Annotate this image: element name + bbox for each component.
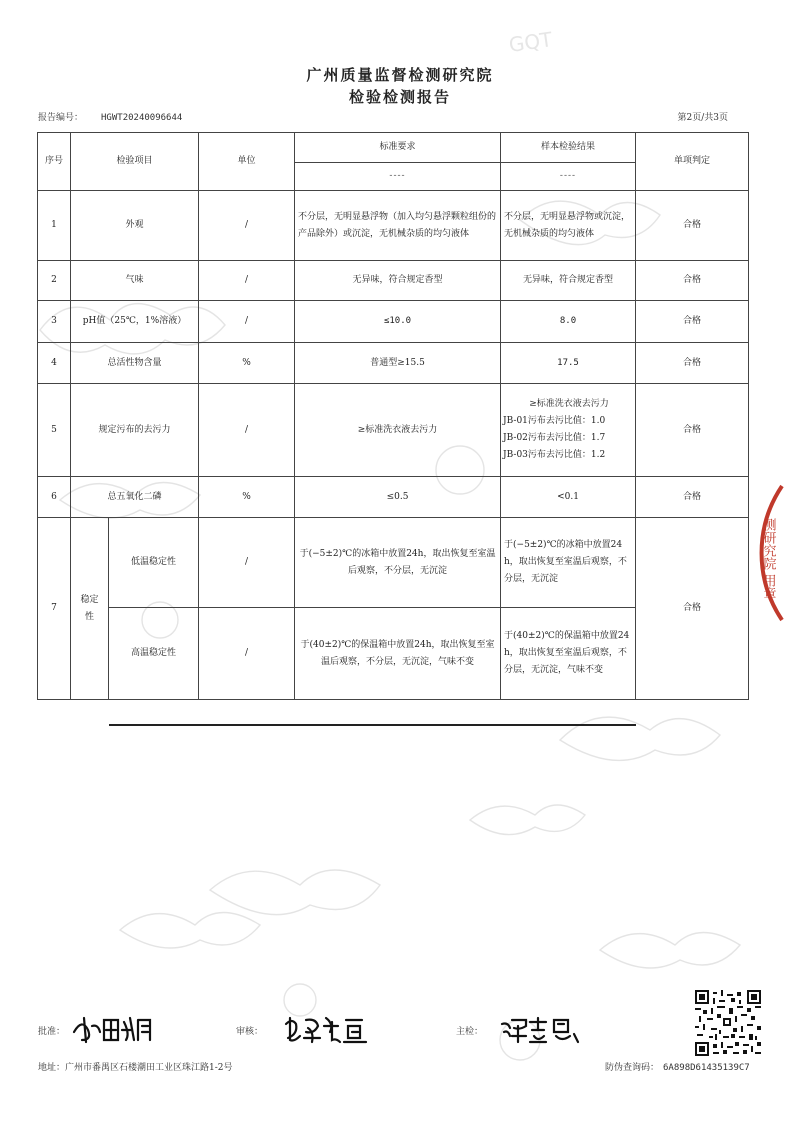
standard-sub: ---- xyxy=(295,163,501,191)
row-group: 稳定性 xyxy=(71,518,109,700)
result-line: ≥标准洗衣液去污力 xyxy=(529,399,609,409)
header-unit: 单位 xyxy=(199,133,295,191)
table-header-row xyxy=(38,133,749,163)
row-subitem: 低温稳定性 xyxy=(109,518,199,608)
row-standard: 无异味，符合规定香型 xyxy=(295,261,501,301)
approve-label: 批准： xyxy=(38,1027,66,1037)
row-unit: / xyxy=(199,261,295,301)
report-number-label: 报告编号： xyxy=(38,113,84,123)
row-item: 气味 xyxy=(71,261,199,301)
row-no: 4 xyxy=(38,343,71,384)
result-sub: ---- xyxy=(501,163,636,191)
table-row xyxy=(38,191,749,261)
document-title: 检验检测报告 xyxy=(348,88,451,106)
table-row xyxy=(38,518,749,608)
row-judgement: 合格 xyxy=(636,518,749,700)
row-item: 总五氧化二磷 xyxy=(71,477,199,518)
table-row xyxy=(38,261,749,301)
row-judgement: 合格 xyxy=(636,477,749,518)
review-label: 审核： xyxy=(236,1027,264,1037)
table-row xyxy=(38,384,749,477)
row-no: 6 xyxy=(38,477,71,518)
table-row xyxy=(38,301,749,343)
row-no: 1 xyxy=(38,191,71,261)
row-result: 8.0 xyxy=(501,301,636,343)
row-unit: % xyxy=(199,343,295,384)
header-standard: 标准要求 xyxy=(295,133,501,163)
table-end-rule xyxy=(109,724,636,726)
row-standard: ≤0.5 xyxy=(295,477,501,518)
row-judgement: 合格 xyxy=(636,343,749,384)
table-row xyxy=(38,477,749,518)
inspection-table xyxy=(37,132,749,700)
row-judgement: 合格 xyxy=(636,384,749,477)
anti-fake-code xyxy=(605,1060,750,1073)
header-result: 样本检验结果 xyxy=(501,133,636,163)
row-result xyxy=(501,384,636,477)
row-result: 于(−5±2)℃的冰箱中放置24h，取出恢复至室温后观察，不分层，无沉淀 xyxy=(501,518,636,608)
row-standard: 普通型≥15.5 xyxy=(295,343,501,384)
table-row xyxy=(38,343,749,384)
row-item: 外观 xyxy=(71,191,199,261)
row-result: 不分层，无明显悬浮物或沉淀，无机械杂质的均匀液体 xyxy=(501,191,636,261)
seal-text: 测研究院 用章 xyxy=(760,518,776,601)
qr-code-icon xyxy=(695,990,761,1056)
row-judgement: 合格 xyxy=(636,301,749,343)
row-unit: / xyxy=(199,608,295,700)
row-standard: ≥标准洗衣液去污力 xyxy=(295,384,501,477)
row-item: pH值（25℃，1%溶液） xyxy=(71,301,199,343)
row-unit: / xyxy=(199,191,295,261)
row-item: 总活性物含量 xyxy=(71,343,199,384)
row-result: 无异味，符合规定香型 xyxy=(501,261,636,301)
row-item: 规定污布的去污力 xyxy=(71,384,199,477)
report-number xyxy=(38,110,182,123)
row-unit: / xyxy=(199,518,295,608)
inspector-signature xyxy=(498,1014,582,1046)
row-standard: 不分层，无明显悬浮物（加入均匀悬浮颗粒组份的产品除外）或沉淀，无机械杂质的均匀液体 xyxy=(295,191,501,261)
row-no: 2 xyxy=(38,261,71,301)
row-no: 3 xyxy=(38,301,71,343)
header-judgement: 单项判定 xyxy=(636,133,749,191)
page-info: 第2页/共3页 xyxy=(677,113,728,123)
row-result: 17.5 xyxy=(501,343,636,384)
row-subitem: 高温稳定性 xyxy=(109,608,199,700)
result-line: JB-02污布去污比值：1.7 xyxy=(503,433,606,443)
row-unit: / xyxy=(199,384,295,477)
official-seal xyxy=(752,478,800,628)
watermark-text: GQT xyxy=(507,27,554,57)
row-unit: % xyxy=(199,477,295,518)
verify-label: 防伪查询码： xyxy=(605,1063,660,1073)
reviewer-signature xyxy=(282,1012,372,1046)
address-label: 地址： xyxy=(38,1063,66,1073)
row-result: 于(40±2)℃的保温箱中放置24h，取出恢复至室温后观察，不分层，无沉淀，气味不变 xyxy=(501,608,636,700)
header-item: 检验项目 xyxy=(71,133,199,191)
approver-signature xyxy=(70,1012,154,1046)
institute-name: 广州质量监督检测研究院 xyxy=(306,66,494,84)
row-unit: / xyxy=(199,301,295,343)
verify-code: 6A898D61435139C7 xyxy=(663,1063,750,1073)
address xyxy=(38,1060,233,1073)
address-value: 广州市番禺区石楼潮田工业区珠江路1-2号 xyxy=(65,1063,233,1073)
check-label: 主检： xyxy=(456,1027,484,1037)
row-standard: 于(−5±2)℃的冰箱中放置24h，取出恢复至室温后观察，不分层，无沉淀 xyxy=(295,518,501,608)
row-result: <0.1 xyxy=(501,477,636,518)
row-standard: 于(40±2)℃的保温箱中放置24h，取出恢复至室温后观察，不分层，无沉淀，气味不变 xyxy=(295,608,501,700)
row-no: 7 xyxy=(38,518,71,700)
report-number-value: HGWT20240096644 xyxy=(101,113,183,123)
row-standard: ≤10.0 xyxy=(295,301,501,343)
row-judgement: 合格 xyxy=(636,191,749,261)
result-line: JB-03污布去污比值：1.2 xyxy=(503,450,606,460)
header-no: 序号 xyxy=(38,133,71,191)
row-no: 5 xyxy=(38,384,71,477)
result-line: JB-01污布去污比值：1.0 xyxy=(503,416,606,426)
row-judgement: 合格 xyxy=(636,261,749,301)
